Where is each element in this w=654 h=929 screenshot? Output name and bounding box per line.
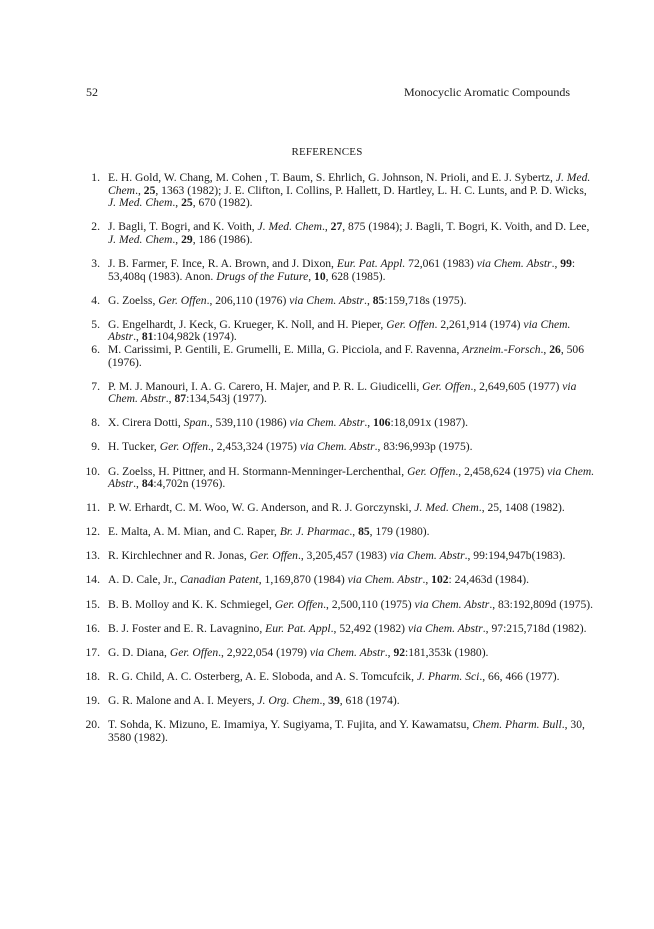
reference-number: 7. — [91, 379, 100, 393]
citation-text: ., — [172, 196, 182, 210]
citation-text: ., — [422, 573, 432, 587]
citation-text: E. H. Gold, W. Chang, M. Cohen , T. Baum, S. Ehrlich, G. Johnson, N. Prioli, and E. J. Sybertz, — [108, 171, 556, 184]
reference-item — [84, 381, 596, 406]
citation-text: :4,702n (1976). — [153, 477, 226, 491]
citation-text: :18,091x (1987). — [390, 416, 469, 430]
citation-text: . 2,261,914 (1974) — [434, 317, 524, 331]
journal-name: via Chem. Abstr — [389, 549, 465, 563]
citation-text: ., 2,500,110 (1975) — [323, 597, 415, 611]
journal-name: Drugs of the Future — [216, 269, 309, 283]
reference-text — [108, 381, 596, 406]
volume-number: 25 — [143, 183, 156, 197]
journal-name: Ger. Offen — [422, 379, 471, 393]
journal-name: via Chem. Abstr — [108, 317, 571, 344]
reference-number: 1. — [91, 171, 100, 184]
citation-text: J. B. Farmer, F. Ince, R. A. Brown, and J. Dixon, — [108, 256, 337, 270]
reference-text — [108, 344, 596, 369]
reference-item — [84, 599, 596, 612]
citation-text: , 1363 (1982); J. E. Clifton, I. Collins, P. Hallett, D. Hartley, L. H. C. Lunts, and P. D. Wicks, — [155, 183, 587, 197]
journal-name: Eur. Pat. Appl. — [336, 256, 406, 270]
reference-item — [84, 319, 596, 344]
journal-name: J. Org. Chem — [257, 693, 320, 707]
journal-name: Eur. Pat. Appl — [265, 621, 331, 635]
reference-number: 10. — [85, 464, 100, 478]
journal-name: via Chem. Abstr — [407, 621, 483, 635]
volume-number: 102 — [431, 573, 449, 587]
citation-text: ., 2,922,054 (1979) — [218, 645, 310, 659]
journal-name: Chem. Pharm. Bull — [472, 718, 562, 732]
page-number: 52 — [86, 85, 98, 99]
citation-text: X. Cirera Dotti, — [108, 416, 184, 430]
reference-text — [108, 417, 596, 430]
citation-text: R. G. Child, A. C. Osterberg, A. E. Sloboda, and A. S. Tomcufcik, — [108, 669, 417, 683]
reference-text — [108, 623, 596, 636]
reference-text — [108, 466, 596, 491]
citation-text: ., — [133, 330, 142, 344]
reference-text — [108, 526, 596, 539]
journal-name: via Chem. Abstr — [289, 293, 365, 307]
citation-text: ., 3,205,457 (1983) — [297, 549, 390, 563]
volume-number: 84 — [141, 477, 154, 491]
citation-text: , 670 (1982). — [192, 196, 253, 210]
journal-name: Canadian Patent — [179, 573, 259, 587]
journal-name: Ger. Offen — [169, 645, 219, 659]
citation-text: A. D. Cale, Jr., — [108, 573, 180, 587]
citation-text: G. D. Diana, — [108, 645, 170, 659]
volume-number: 92 — [393, 645, 406, 659]
reference-text — [108, 647, 596, 660]
citation-text: ., — [364, 416, 374, 430]
reference-item — [84, 417, 596, 430]
reference-text — [108, 671, 596, 684]
section-title: REFERENCES — [291, 146, 363, 158]
volume-number: 39 — [328, 693, 340, 707]
citation-text: ., 66, 466 (1977). — [479, 669, 560, 683]
reference-number: 2. — [91, 220, 100, 234]
citation-text: , 618 (1974). — [339, 693, 400, 707]
journal-name: J. Med. Chem — [414, 501, 479, 515]
reference-text — [108, 502, 596, 515]
reference-item — [84, 695, 596, 708]
journal-name: via Chem. Abstr — [347, 573, 423, 587]
citation-text: , 186 (1986). — [192, 232, 253, 246]
citation-text: , 1,169,870 (1984) — [258, 573, 348, 587]
reference-number: 9. — [91, 440, 100, 454]
journal-name: via Chem. Abstr — [108, 379, 577, 406]
citation-text: , — [308, 269, 315, 283]
citation-text: ., 206,110 (1976) — [206, 293, 290, 307]
reference-item — [84, 574, 596, 587]
reference-number: 19. — [85, 693, 100, 707]
journal-name: J. Med. Chem — [108, 196, 173, 210]
journal-name: Ger. Offen — [249, 549, 298, 563]
citation-text: B. B. Molloy and K. K. Schmiegel, — [108, 597, 275, 611]
citation-text: H. Tucker, — [108, 440, 160, 454]
reference-number: 18. — [85, 669, 100, 683]
citation-text: ., 52,492 (1982) — [330, 621, 408, 635]
reference-number: 12. — [85, 525, 100, 539]
citation-text: ., — [540, 342, 550, 356]
citation-text: G. Zoelss, — [108, 293, 159, 307]
journal-name: Ger. Offen — [274, 597, 324, 611]
running-title: Monocyclic Aromatic Compounds — [404, 85, 570, 99]
reference-number: 4. — [91, 293, 100, 307]
reference-item — [84, 441, 596, 454]
reference-text — [108, 295, 596, 308]
journal-name: via Chem. Abstr — [476, 256, 552, 270]
citation-text: ., — [321, 220, 331, 234]
volume-number: 10 — [314, 269, 326, 283]
citation-text: J. Bagli, T. Bogri, and K. Voith, — [108, 220, 258, 234]
reference-number: 3. — [91, 256, 100, 270]
reference-text — [108, 258, 596, 283]
reference-text — [108, 441, 596, 454]
reference-item — [84, 258, 596, 283]
journal-name: Br. J. Pharmac — [279, 525, 350, 539]
citation-text: ., 97:215,718d (1982). — [482, 621, 587, 635]
reference-number: 8. — [91, 416, 100, 430]
volume-number: 27 — [330, 220, 343, 234]
citation-text: ., — [349, 525, 359, 539]
reference-item — [84, 466, 596, 491]
volume-number: 106 — [373, 416, 391, 430]
citation-text: P. M. J. Manouri, I. A. G. Carero, H. Majer, and P. R. L. Giudicelli, — [108, 379, 423, 393]
reference-number: 17. — [85, 645, 100, 659]
journal-name: J. Med. Chem — [257, 220, 322, 234]
reference-number: 13. — [85, 549, 100, 563]
citation-text: , 506 (1976). — [108, 342, 584, 369]
journal-name: via Chem. Abstr — [309, 645, 385, 659]
journal-name: via Chem. Abstr — [108, 464, 595, 491]
journal-name: Ger. Offen — [159, 440, 209, 454]
volume-number: 29 — [181, 232, 193, 246]
volume-number: 85 — [358, 525, 370, 539]
citation-text: :134,543j (1977). — [186, 392, 267, 406]
journal-name: via Chem. Abstr — [289, 416, 365, 430]
citation-text: G. R. Malone and A. I. Meyers, — [108, 693, 258, 707]
reference-item — [84, 550, 596, 563]
citation-text: ., 83:192,809d (1975). — [489, 597, 594, 611]
reference-item — [84, 647, 596, 660]
volume-number: 85 — [372, 293, 385, 307]
citation-text: 72,061 (1983) — [405, 256, 477, 270]
citation-text: ., 83:96,993p (1975). — [374, 440, 473, 454]
citation-text: ., — [384, 645, 394, 659]
citation-text: T. Sohda, K. Mizuno, E. Imamiya, Y. Sugiyama, T. Fujita, and Y. Kawamatsu, — [108, 718, 473, 732]
reference-number: 20. — [85, 718, 100, 732]
citation-text: : 24,463d (1984). — [448, 573, 530, 587]
citation-text: G. Zoelss, H. Pittner, and H. Stormann-Menninger-Lerchenthal, — [108, 464, 408, 478]
journal-name: Ger. Offen — [386, 317, 435, 331]
reference-number: 5. — [91, 317, 100, 331]
reference-item — [84, 221, 596, 246]
citation-text: , 179 (1980). — [369, 525, 430, 539]
citation-text: R. Kirchlechner and R. Jonas, — [108, 549, 250, 563]
journal-name: J. Pharm. Sci — [416, 669, 480, 683]
citation-text: ., — [172, 232, 182, 246]
reference-text — [108, 574, 596, 587]
citation-text: ., 2,458,624 (1975) — [455, 464, 548, 478]
citation-text: E. Malta, A. M. Mian, and C. Raper, — [108, 525, 280, 539]
reference-item — [84, 623, 596, 636]
volume-number: 81 — [141, 330, 154, 344]
volume-number: 25 — [181, 196, 193, 210]
citation-text: , 628 (1985). — [325, 269, 386, 283]
citation-text: ., — [319, 693, 329, 707]
citation-text: ., — [133, 477, 142, 491]
reference-item — [84, 671, 596, 684]
reference-item — [84, 526, 596, 539]
reference-item — [84, 295, 596, 308]
journal-name: Span — [183, 416, 207, 430]
reference-item — [84, 344, 596, 369]
citation-text: :159,718s (1975). — [384, 293, 467, 307]
citation-text: :104,982k (1974). — [153, 330, 237, 344]
journal-name: Ger. Offen — [158, 293, 207, 307]
reference-text — [108, 599, 596, 612]
citation-text: : 53,408q (1983). Anon. — [108, 256, 576, 283]
citation-text: ., 25, 1408 (1982). — [478, 501, 565, 515]
citation-text: M. Carissimi, P. Gentili, E. Grumelli, E. Milla, G. Picciola, and F. Ravenna, — [108, 342, 463, 356]
volume-number: 87 — [174, 392, 187, 406]
reference-item — [84, 502, 596, 515]
journal-name: J. Med. Chem — [108, 232, 173, 246]
volume-number: 99 — [560, 256, 572, 270]
journal-name: via Chem. Abstr — [299, 440, 375, 454]
citation-text: ., 30, 3580 (1982). — [108, 718, 585, 744]
citation-text: ., — [364, 293, 373, 307]
citation-text: ., 2,649,605 (1977) — [470, 379, 563, 393]
reference-number: 11. — [85, 501, 100, 515]
reference-item — [84, 719, 596, 744]
reference-list — [84, 172, 596, 756]
reference-text — [108, 172, 596, 210]
citation-text: G. Engelhardt, J. Keck, G. Krueger, K. Noll, and H. Pieper, — [108, 317, 387, 331]
citation-text: ., — [165, 392, 175, 406]
citation-text: ., 2,453,324 (1975) — [208, 440, 300, 454]
reference-number: 16. — [85, 621, 100, 635]
citation-text: ., 539,110 (1986) — [206, 416, 290, 430]
journal-name: Arzneim.-Forsch — [462, 342, 541, 356]
citation-text: ., 99:194,947b(1983). — [464, 549, 566, 563]
reference-text — [108, 319, 596, 344]
reference-number: 6. — [91, 342, 100, 356]
reference-item — [84, 172, 596, 210]
citation-text: ., — [551, 256, 561, 270]
citation-text: ., — [135, 183, 144, 197]
citation-text: P. W. Erhardt, C. M. Woo, W. G. Anderson, and R. J. Gorczynski, — [108, 501, 415, 515]
reference-text — [108, 719, 596, 744]
reference-text — [108, 695, 596, 708]
citation-text: B. J. Foster and E. R. Lavagnino, — [108, 621, 266, 635]
journal-name: J. Med. Chem — [108, 171, 591, 197]
reference-number: 15. — [85, 597, 100, 611]
journal-name: Ger. Offen — [407, 464, 456, 478]
reference-text — [108, 550, 596, 563]
journal-name: via Chem. Abstr — [414, 597, 490, 611]
volume-number: 26 — [549, 342, 561, 356]
citation-text: :181,353k (1980). — [405, 645, 489, 659]
reference-text — [108, 221, 596, 246]
citation-text: , 875 (1984); J. Bagli, T. Bogri, K. Voith, and D. Lee, — [342, 220, 590, 234]
reference-number: 14. — [85, 573, 100, 587]
